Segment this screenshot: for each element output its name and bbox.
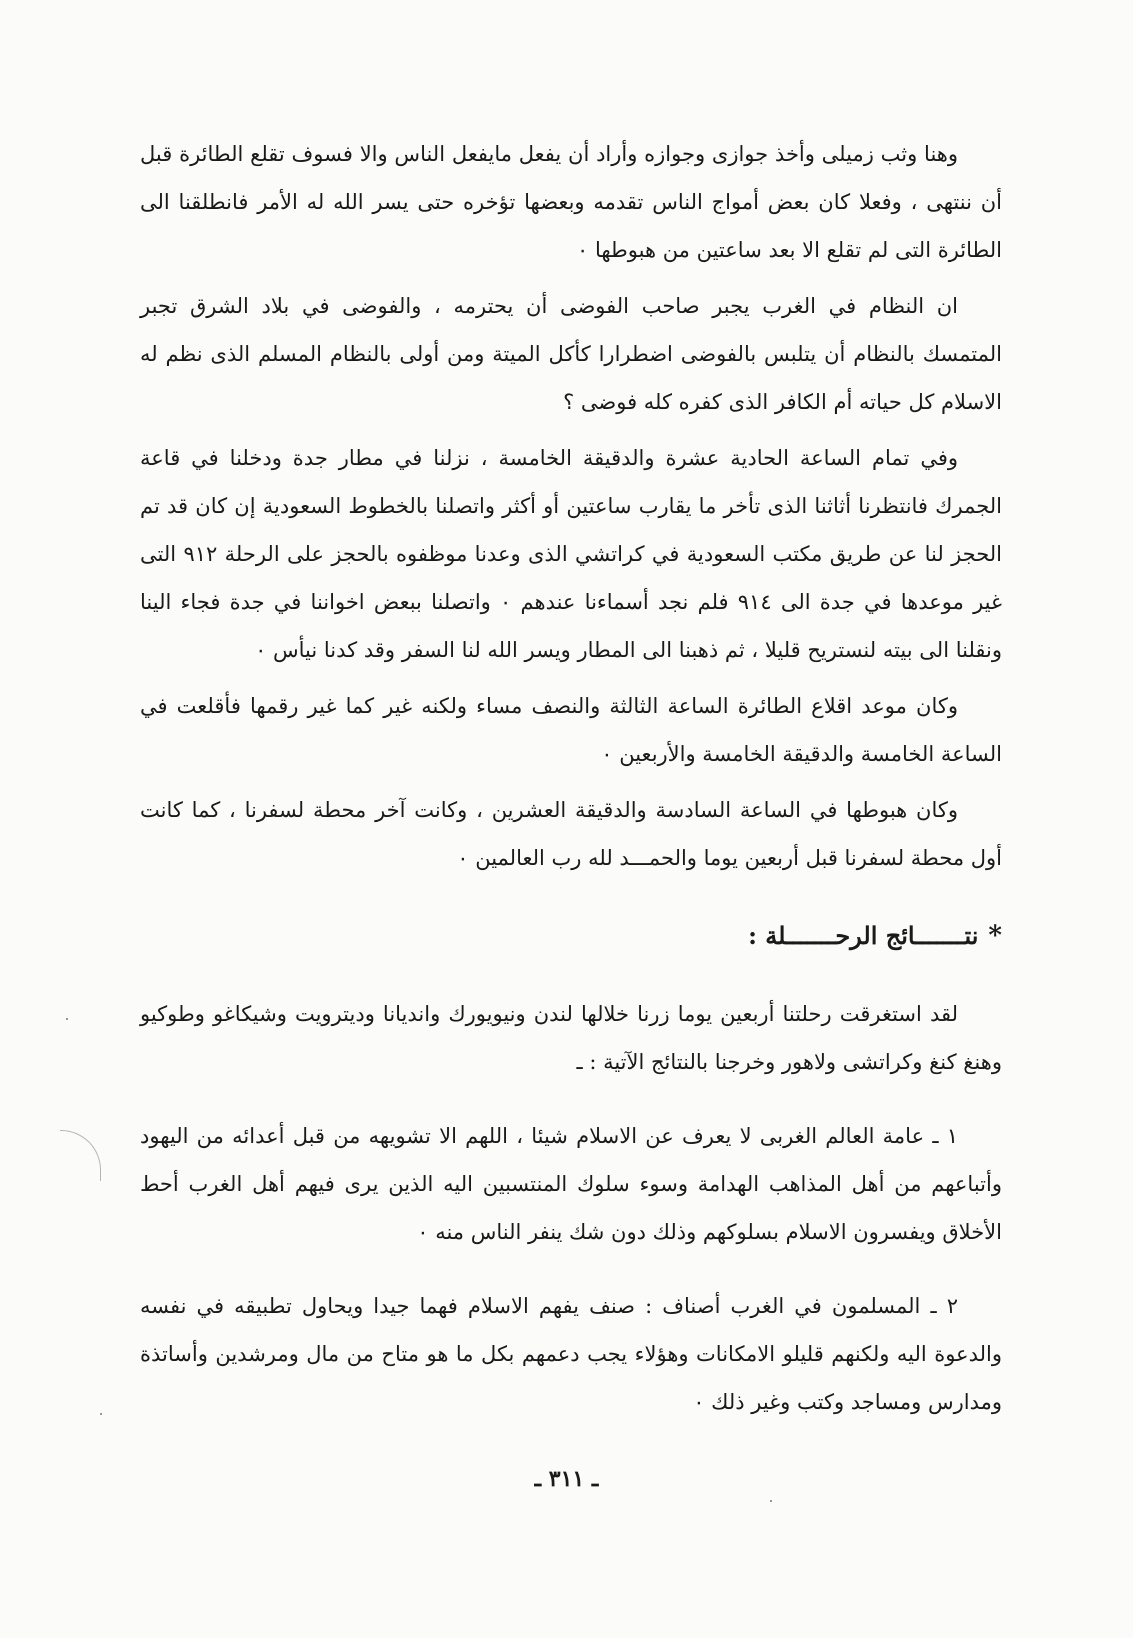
paragraph-result-2: ٢ ـ المسلمون في الغرب أصناف : صنف يفهم الاسلام فهما جيدا ويحاول تطبيقه في نفسه والدعوة اليه ولكنهم قليلو الامكانات وهؤلاء يجب دعمهم بكل ما هو متاح من مال ومرشدين وأساتذة ومدارس ومساجد وكتب وغير ذلك ٠ — [140, 1294, 1002, 1414]
scan-speck — [66, 1018, 68, 1020]
paragraph-trip-summary: لقد استغرقت رحلتنا أربعين يوما زرنا خلالها لندن ونيويورك وانديانا وديترويت وشيكاغو وطوكيو وهنغ كنغ وكراتشى ولاهور وخرجنا بالنتائج الآتية : ـ — [140, 1002, 1002, 1074]
section-heading-title: نتـــــــائج الرحـــــــلة : — [748, 921, 979, 950]
section-heading-trip-results — [140, 916, 1002, 956]
paragraph-result-1: ١ ـ عامة العالم الغربى لا يعرف عن الاسلام شيئا ، اللهم الا تشويهه من قبل أعدائه من اليهود وأتباعهم من أهل المذاهب الهدامة وسوء سلوك المنتسبين اليه الذين يرى فيهم أهل الغرب أحط الأخلاق ويفسرون الاسلام بسلوكهم وذلك دون شك ينفر الناس منه ٠ — [140, 1124, 1002, 1244]
paragraph-order-west: ان النظام في الغرب يجبر صاحب الفوضى أن يحترمه ، والفوضى في بلاد الشرق تجبر المتمسك بالنظام أن يتلبس بالفوضى اضطرارا كأكل الميتة ومن أولى بالنظام المسلم الذى نظم له الاسلام كل حياته أم الكافر الذى كفره كله فوضى ؟ — [140, 294, 1002, 414]
paragraph-landing: وكان هبوطها في الساعة السادسة والدقيقة العشرين ، وكانت آخر محطة لسفرنا ، كما كانت أول محطة لسفرنا قبل أربعين يوما والحمـــد لله رب العالمين ٠ — [140, 798, 1002, 870]
paragraph-jeddah-arrival: وفي تمام الساعة الحادية عشرة والدقيقة الخامسة ، نزلنا في مطار جدة ودخلنا في قاعة الجمرك فانتظرنا أثاثنا الذى تأخر ما يقارب ساعتين أو أكثر واتصلنا بالخطوط السعودية إن كان قد تم الحجز لنا عن طريق مكتب السعودية في كراتشي الذى وعدنا موظفوه بالحجز على الرحلة ٩١٢ التى غير موعدها في جدة الى ٩١٤ فلم نجد أسماءنا عندهم ٠ واتصلنا ببعض اخواننا في جدة فجاء الينا ونقلنا الى بيته لنستريح قليلا ، ثم ذهبنا الى المطار ويسر الله لنا السفر وقد كدنا نيأس ٠ — [140, 446, 1002, 662]
page-text-body — [140, 130, 1002, 1434]
heading-star-icon: * — [988, 921, 1002, 951]
scan-speck — [770, 1500, 772, 1502]
page-number: ـ ٣١١ ـ — [534, 1466, 599, 1492]
scan-margin-mark — [60, 1130, 101, 1181]
scan-speck — [100, 1413, 102, 1415]
paragraph-departure-time: وكان موعد اقلاع الطائرة الساعة الثالثة والنصف مساء ولكنه غير كما غير رقمها فأقلعت في الساعة الخامسة والدقيقة الخامسة والأربعين ٠ — [140, 694, 1002, 766]
paragraph-passport: وهنا وثب زميلى وأخذ جوازى وجوازه وأراد أن يفعل مايفعل الناس والا فسوف تقلع الطائرة قبل أن ننتهى ، وفعلا كان بعض أمواج الناس تقدمه وبعضها تؤخره حتى يسر الله له الأمر فانطلقنا الى الطائرة التى لم تقلع الا بعد ساعتين من هبوطها ٠ — [140, 142, 1002, 262]
